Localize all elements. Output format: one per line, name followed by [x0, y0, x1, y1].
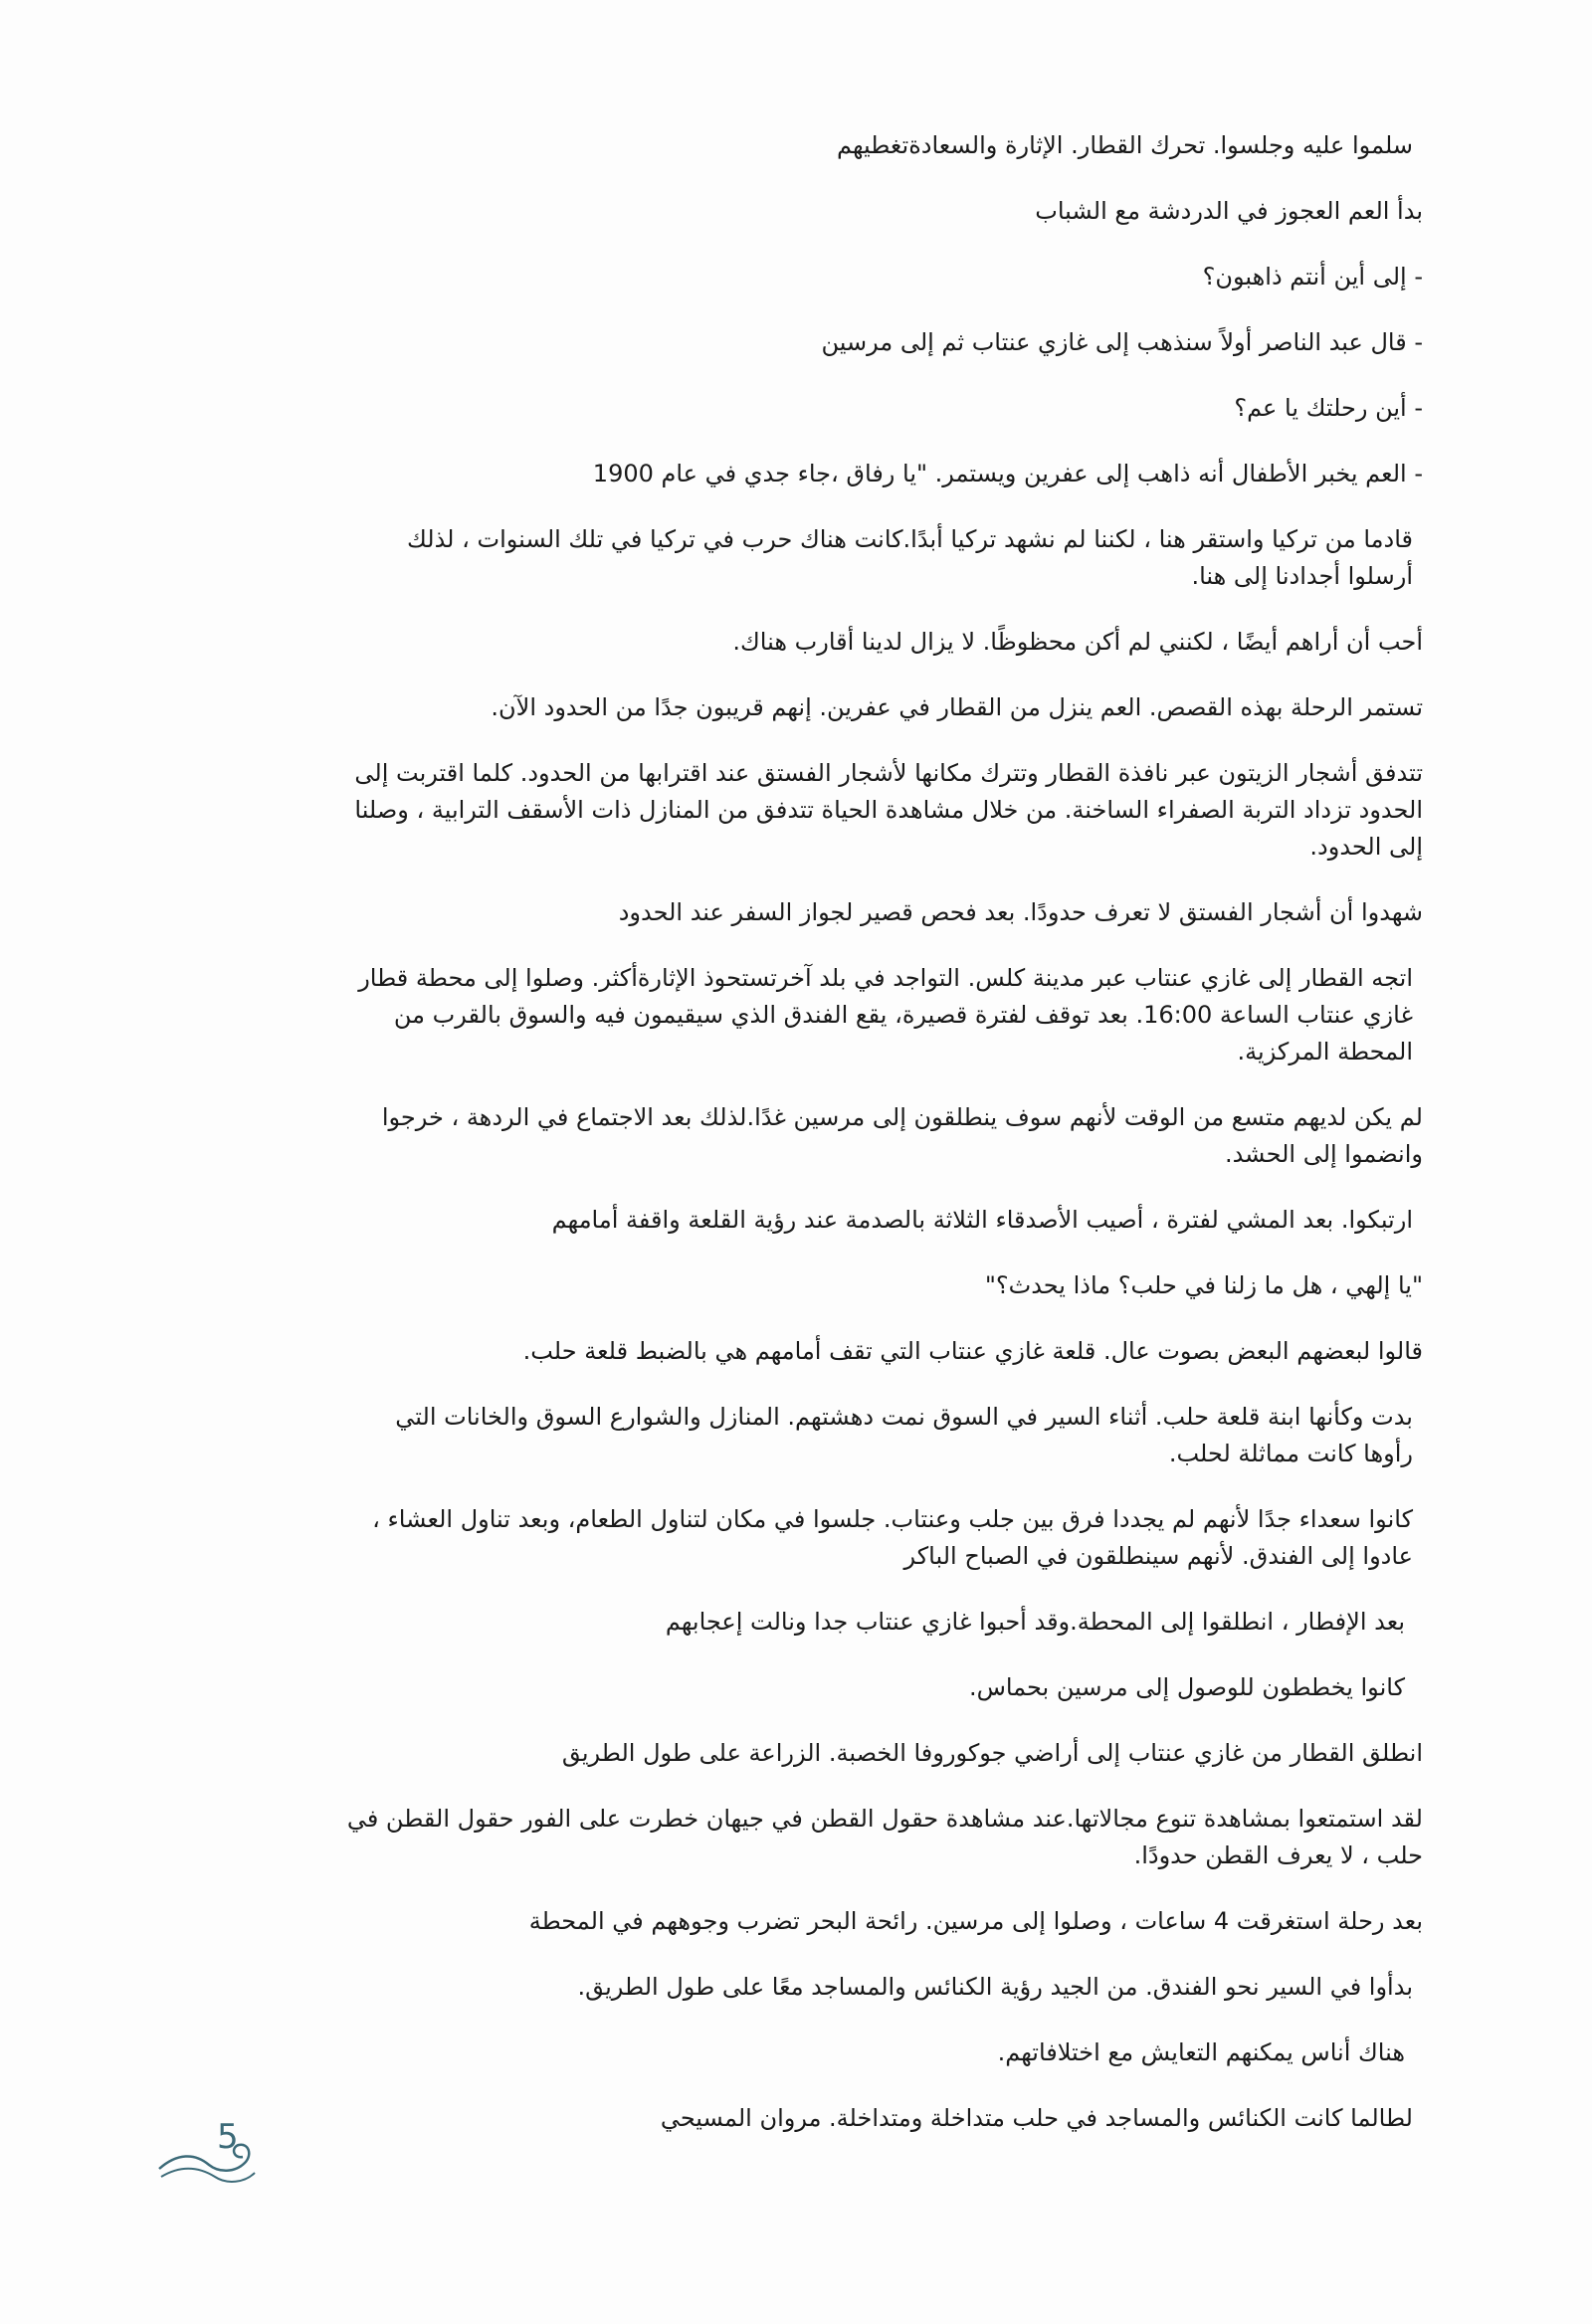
paragraph: شهدوا أن أشجار الفستق لا تعرف حدودًا. بعد فحص قصير لجواز السفر عند الحدود	[618, 898, 1423, 926]
paragraph: بدأوا في السير نحو الفندق. من الجيد رؤية الكنائس والمساجد معًا على طول الطريق.	[577, 1973, 1413, 2001]
paragraph: - العم يخبر الأطفال أنه ذاهب إلى عفرين ويستمر. "يا رفاق ،جاء جدي في عام 1900	[592, 460, 1423, 487]
paragraph: بدت وكأنها ابنة قلعة حلب. أثناء السير في السوق نمت دهشتهم. المنازل والشوارع السوق والخانات التي رأوها كانت مماثلة لحلب.	[395, 1403, 1413, 1467]
paragraph: - أين رحلتك يا عم؟	[1234, 394, 1423, 422]
paragraph: - قال عبد الناصر أولاً سنذهب إلى غازي عنتاب ثم إلى مرسين	[821, 328, 1423, 356]
paragraph: لقد استمتعوا بمشاهدة تنوع مجالاتها.عند مشاهدة حقول القطن في جيهان خطرت على الفور حقول القطن في حلب ، لا يعرف القطن حدودًا.	[346, 1805, 1423, 1869]
paragraph: بدأ العم العجوز في الدردشة مع الشباب	[1035, 197, 1423, 225]
paragraph: هناك أناس يمكنهم التعايش مع اختلافاتهم.	[997, 2038, 1405, 2066]
paragraph: تستمر الرحلة بهذه القصص. العم ينزل من القطار في عفرين. إنهم قريبون جدًا من الحدود الآن.	[491, 693, 1423, 721]
paragraph: اتجه القطار إلى غازي عنتاب عبر مدينة كلس. التواجد في بلد آخرتستحوذ الإثارةأكثر. وصلوا إلى محطة قطار غازي عنتاب الساعة 16:00. بعد توقف لفترة قصيرة، يقع الفندق الذي سيقيمون فيه والسوق بالقرب من المحطة المركزية.	[358, 964, 1413, 1065]
paragraph: تتدفق أشجار الزيتون عبر نافذة القطار وتترك مكانها لأشجار الفستق عند اقترابها من الحدود. كلما اقتربت إلى الحدود تزداد التربة الصفراء الساخنة. من خلال مشاهدة الحياة تتدفق من المنازل ذات الأسقف الترابية ، وصلنا إلى الحدود.	[354, 759, 1423, 861]
paragraph: أحب أن أراهم أيضًا ، لكنني لم أكن محظوظًا. لا يزال لدينا أقارب هناك.	[732, 628, 1423, 656]
paragraph: قالوا لبعضهم البعض بصوت عال. قلعة غازي عنتاب التي تقف أمامهم هي بالضبط قلعة حلب.	[522, 1337, 1423, 1365]
paragraph: "يا إلهي ، هل ما زلنا في حلب؟ ماذا يحدث؟"	[984, 1271, 1423, 1299]
paragraph: قادما من تركيا واستقر هنا ، لكننا لم نشهد تركيا أبدًا.كانت هناك حرب في تركيا في تلك السنوات ، لذلك أرسلوا أجدادنا إلى هنا.	[407, 525, 1413, 590]
paragraph: لطالما كانت الكنائس والمساجد في حلب متداخلة ومتداخلة. مروان المسيحي	[660, 2104, 1413, 2132]
page-footer	[157, 2117, 277, 2187]
paragraph: كانوا سعداء جدًا لأنهم لم يجددا فرق بين جلب وعنتاب. جلسوا في مكان لتناول الطعام، وبعد تناول العشاء ، عادوا إلى الفندق. لأنهم سينطلقون في الصباح الباكر	[372, 1505, 1413, 1570]
body-text	[338, 127, 1423, 2166]
paragraph: سلموا عليه وجلسوا. تحرك القطار. الإثارة والسعادةتغطيهم	[836, 131, 1413, 159]
paragraph: بعد رحلة استغرقت 4 ساعات ، وصلوا إلى مرسين. رائحة البحر تضرب وجوههم في المحطة	[528, 1907, 1423, 1935]
paragraph: كانوا يخططون للوصول إلى مرسين بحماس.	[968, 1673, 1405, 1701]
paragraph: بعد الإفطار ، انطلقوا إلى المحطة.وقد أحبوا غازي عنتاب جدا ونالت إعجابهم	[665, 1608, 1405, 1636]
paragraph: ارتبكوا. بعد المشي لفترة ، أصيب الأصدقاء الثلاثة بالصدمة عند رؤية القلعة واقفة أمامهم	[551, 1206, 1413, 1234]
paragraph: لم يكن لديهم متسع من الوقت لأنهم سوف ينطلقون إلى مرسين غدًا.لذلك بعد الاجتماع في الردهة ، خرجوا وانضموا إلى الحشد.	[381, 1103, 1423, 1168]
page-number: 5	[217, 2117, 239, 2157]
paragraph: - إلى أين أنتم ذاهبون؟	[1202, 263, 1423, 290]
paragraph: انطلق القطار من غازي عنتاب إلى أراضي جوكوروفا الخصبة. الزراعة على طول الطريق	[561, 1739, 1423, 1767]
